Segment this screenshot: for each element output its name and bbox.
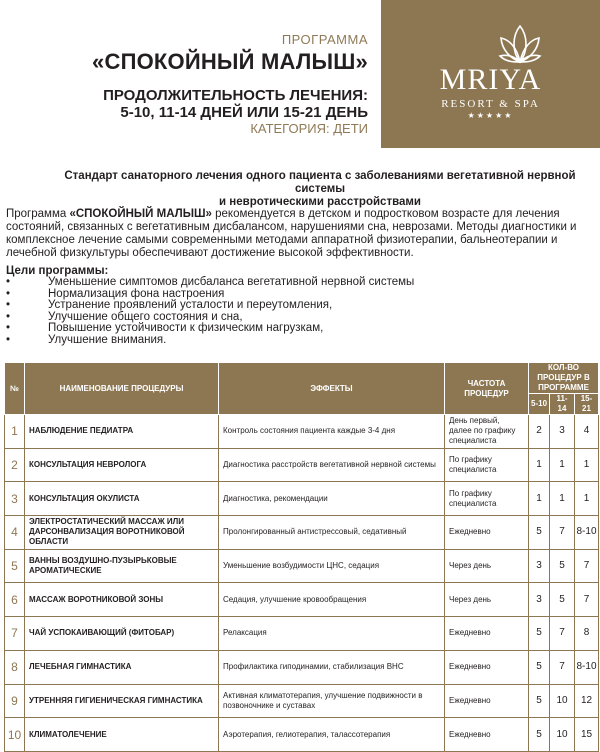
goal-item: • Нормализация фона настроения bbox=[6, 287, 225, 300]
intro-paragraph bbox=[6, 208, 596, 260]
lotus-leaf-icon bbox=[498, 22, 542, 66]
procedure-frequency: По графику специалиста bbox=[445, 448, 529, 482]
count-5-10: 1 bbox=[529, 482, 550, 516]
count-15-21: 12 bbox=[575, 684, 599, 718]
goals-title: Цели программы: bbox=[6, 265, 109, 277]
count-5-10: 3 bbox=[529, 583, 550, 617]
standard-line-1: Стандарт санаторного лечения одного пациента с заболеваниями вегетативной нервной системы bbox=[64, 170, 576, 195]
count-15-21: 1 bbox=[575, 448, 599, 482]
count-11-14: 7 bbox=[550, 516, 575, 550]
table-row bbox=[5, 650, 599, 684]
header-days-1: 5-10 bbox=[529, 394, 550, 415]
table-row bbox=[5, 583, 599, 617]
standard-heading bbox=[50, 170, 590, 209]
procedures-table bbox=[4, 362, 599, 752]
count-11-14: 5 bbox=[550, 583, 575, 617]
procedure-effect: Аэротерапия, гелиотерапия, талассотерапия bbox=[219, 718, 445, 752]
table-row bbox=[5, 516, 599, 550]
table-row bbox=[5, 718, 599, 752]
program-header bbox=[92, 32, 368, 136]
count-15-21: 7 bbox=[575, 549, 599, 583]
row-number: 9 bbox=[5, 684, 25, 718]
procedure-name: ЛЕЧЕБНАЯ ГИМНАСТИКА bbox=[25, 650, 219, 684]
procedure-effect: Диагностика, рекомендации bbox=[219, 482, 445, 516]
table-row bbox=[5, 448, 599, 482]
procedure-effect: Диагностика расстройств вегетативной нервной системы bbox=[219, 448, 445, 482]
row-number: 6 bbox=[5, 583, 25, 617]
header-procedure: НАИМЕНОВАНИЕ ПРОЦЕДУРЫ bbox=[25, 363, 219, 415]
header bbox=[0, 0, 600, 150]
row-number: 3 bbox=[5, 482, 25, 516]
table-row bbox=[5, 617, 599, 651]
count-15-21: 8-10 bbox=[575, 516, 599, 550]
procedure-frequency: День первый, далее по графику специалиста bbox=[445, 415, 529, 449]
header-days-3: 15-21 bbox=[575, 394, 599, 415]
procedure-name: КЛИМАТОЛЕЧЕНИЕ bbox=[25, 718, 219, 752]
bullet-icon: • bbox=[6, 333, 11, 346]
goal-item: • Устранение проявлений усталости и переутомления, bbox=[6, 299, 333, 312]
intro-program-name: «СПОКОЙНЫЙ МАЛЫШ» bbox=[69, 208, 212, 220]
count-5-10: 5 bbox=[529, 650, 550, 684]
procedure-name: КОНСУЛЬТАЦИЯ НЕВРОЛОГА bbox=[25, 448, 219, 482]
procedure-frequency: Ежедневно bbox=[445, 684, 529, 718]
bullet-icon: • bbox=[6, 322, 11, 335]
count-5-10: 3 bbox=[529, 549, 550, 583]
goal-item: • Повышение устойчивости к физическим нагрузкам, bbox=[6, 322, 324, 335]
logo-subtitle: RESORT & SPA bbox=[441, 98, 540, 110]
logo-name: MRIYA bbox=[439, 63, 542, 96]
row-number: 2 bbox=[5, 448, 25, 482]
count-11-14: 1 bbox=[550, 482, 575, 516]
count-15-21: 15 bbox=[575, 718, 599, 752]
procedure-frequency: Ежедневно bbox=[445, 650, 529, 684]
count-5-10: 5 bbox=[529, 718, 550, 752]
logo-stars: ★★★★★ bbox=[467, 111, 514, 120]
goals-list bbox=[6, 277, 414, 347]
count-11-14: 1 bbox=[550, 448, 575, 482]
category: КАТЕГОРИЯ: ДЕТИ bbox=[250, 121, 368, 136]
count-5-10: 5 bbox=[529, 617, 550, 651]
procedure-frequency: Через день bbox=[445, 583, 529, 617]
procedure-name: ЧАЙ УСПОКАИВАЮЩИЙ (ФИТОБАР) bbox=[25, 617, 219, 651]
count-15-21: 8-10 bbox=[575, 650, 599, 684]
procedure-frequency: Ежедневно bbox=[445, 617, 529, 651]
count-15-21: 4 bbox=[575, 415, 599, 449]
program-label: ПРОГРАММА bbox=[281, 32, 368, 47]
row-number: 8 bbox=[5, 650, 25, 684]
table-row bbox=[5, 684, 599, 718]
row-number: 10 bbox=[5, 718, 25, 752]
count-11-14: 10 bbox=[550, 718, 575, 752]
count-15-21: 7 bbox=[575, 583, 599, 617]
count-11-14: 7 bbox=[550, 650, 575, 684]
procedure-name: УТРЕННЯЯ ГИГИЕНИЧЕСКАЯ ГИМНАСТИКА bbox=[25, 684, 219, 718]
procedure-effect: Контроль состояния пациента каждые 3-4 дня bbox=[219, 415, 445, 449]
procedure-name: КОНСУЛЬТАЦИЯ ОКУЛИСТА bbox=[25, 482, 219, 516]
count-11-14: 7 bbox=[550, 617, 575, 651]
procedure-name: ЭЛЕКТРОСТАТИЧЕСКИЙ МАССАЖ ИЛИ ДАРСОНВАЛИЗАЦИЯ ВОРОТНИКОВОЙ ОБЛАСТИ bbox=[25, 516, 219, 550]
header-days-2: 11-14 bbox=[550, 394, 575, 415]
row-number: 1 bbox=[5, 415, 25, 449]
procedure-name: ВАННЫ ВОЗДУШНО-ПУЗЫРЬКОВЫЕ АРОМАТИЧЕСКИЕ bbox=[25, 549, 219, 583]
procedure-effect: Пролонгированный антистрессовый, седативный bbox=[219, 516, 445, 550]
row-number: 4 bbox=[5, 516, 25, 550]
table-row bbox=[5, 482, 599, 516]
table-row bbox=[5, 415, 599, 449]
table-row bbox=[5, 549, 599, 583]
row-number: 5 bbox=[5, 549, 25, 583]
procedure-frequency: По графику специалиста bbox=[445, 482, 529, 516]
procedure-frequency: Через день bbox=[445, 549, 529, 583]
header-num: № bbox=[5, 363, 25, 415]
duration-days: 5-10, 11-14 ДНЕЙ ИЛИ 15-21 ДЕНЬ bbox=[120, 104, 368, 121]
procedure-frequency: Ежедневно bbox=[445, 516, 529, 550]
procedure-effect: Профилактика гиподинамии, стабилизация ВНС bbox=[219, 650, 445, 684]
procedure-frequency: Ежедневно bbox=[445, 718, 529, 752]
resort-logo bbox=[381, 0, 600, 148]
count-11-14: 5 bbox=[550, 549, 575, 583]
count-11-14: 10 bbox=[550, 684, 575, 718]
count-15-21: 1 bbox=[575, 482, 599, 516]
header-count: КОЛ-ВО ПРОЦЕДУР В ПРОГРАММЕ bbox=[529, 363, 599, 394]
procedure-effect: Релаксация bbox=[219, 617, 445, 651]
duration-title: ПРОДОЛЖИТЕЛЬНОСТЬ ЛЕЧЕНИЯ: bbox=[103, 87, 368, 104]
count-5-10: 5 bbox=[529, 684, 550, 718]
bullet-icon: • bbox=[6, 276, 11, 288]
count-5-10: 2 bbox=[529, 415, 550, 449]
count-11-14: 3 bbox=[550, 415, 575, 449]
goal-item: • Улучшение внимания. bbox=[6, 333, 167, 346]
bullet-icon: • bbox=[6, 310, 11, 323]
intro-text: рекомендуется в детском и подростковом возрасте для лечения состояний, связанных с вегетативным дисбалансом, нарушениями сна, неврозами. Методы диагностики и комплексное лечение самыми современными методами аппаратной физиотерапии, бальнеотерапии и лечебной физкультуры обеспечивают достижение высокой эффективности. bbox=[6, 208, 577, 259]
count-5-10: 5 bbox=[529, 516, 550, 550]
intro-prefix: Программа bbox=[6, 208, 70, 220]
procedure-effect: Активная климатотерапия, улучшение подвижности в позвоночнике и суставах bbox=[219, 684, 445, 718]
count-5-10: 1 bbox=[529, 448, 550, 482]
program-name: «СПОКОЙНЫЙ МАЛЫШ» bbox=[92, 49, 368, 74]
goal-item: • Улучшение общего состояния и сна, bbox=[6, 310, 243, 323]
standard-line-2: и невротическими расстройствами bbox=[219, 196, 421, 208]
procedure-name: НАБЛЮДЕНИЕ ПЕДИАТРА bbox=[25, 415, 219, 449]
count-15-21: 8 bbox=[575, 617, 599, 651]
header-frequency: ЧАСТОТА ПРОЦЕДУР bbox=[445, 363, 529, 415]
header-effects: ЭФФЕКТЫ bbox=[219, 363, 445, 415]
bullet-icon: • bbox=[6, 287, 11, 300]
procedure-effect: Уменьшение возбудимости ЦНС, седация bbox=[219, 549, 445, 583]
bullet-icon: • bbox=[6, 299, 11, 312]
procedure-effect: Седация, улучшение кровообращения bbox=[219, 583, 445, 617]
procedure-name: МАССАЖ ВОРОТНИКОВОЙ ЗОНЫ bbox=[25, 583, 219, 617]
goal-item: • Уменьшение симптомов дисбаланса вегетативной нервной системы bbox=[6, 276, 415, 288]
row-number: 7 bbox=[5, 617, 25, 651]
